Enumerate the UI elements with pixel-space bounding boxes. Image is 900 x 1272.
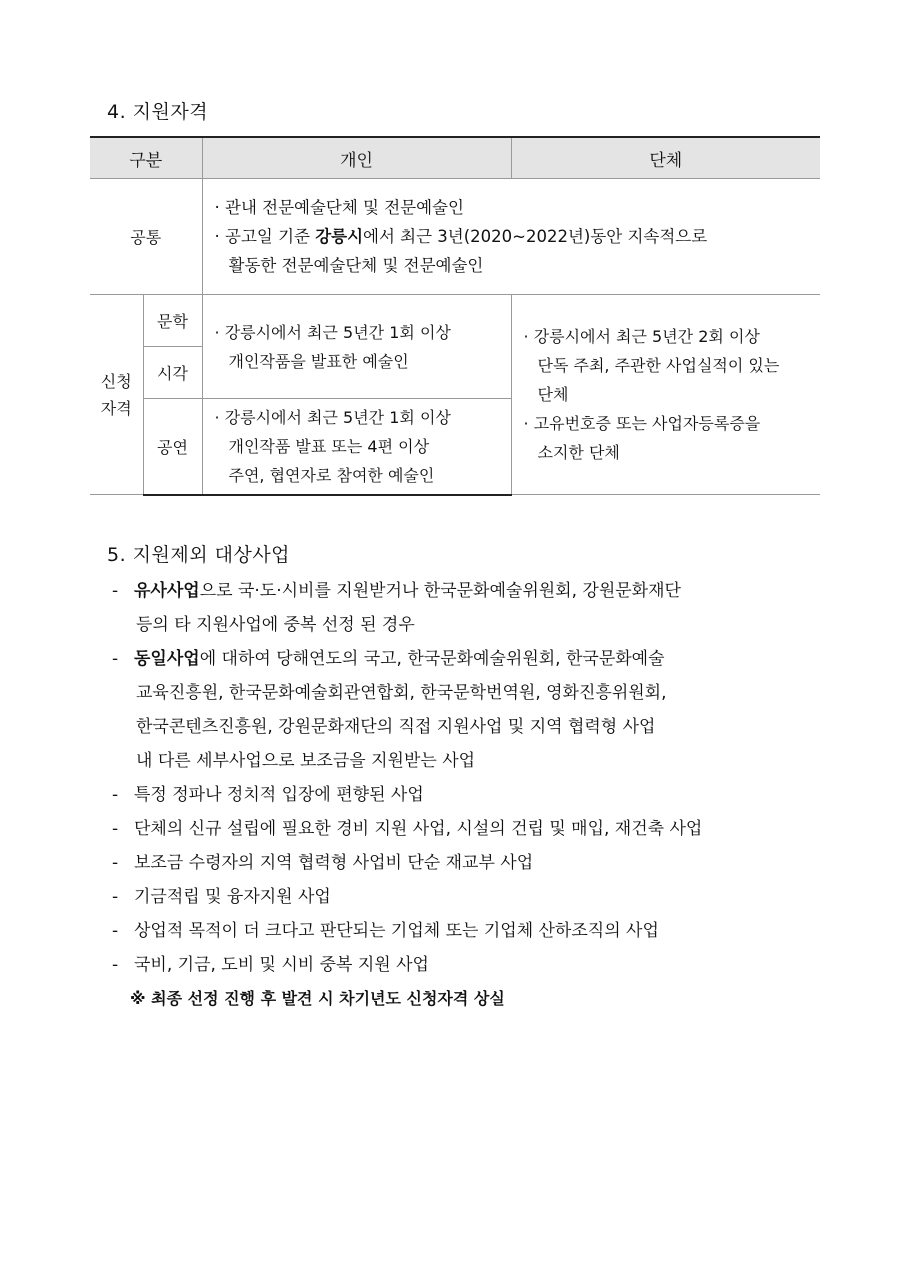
list-item: - 보조금 수령자의 지역 협력형 사업비 단순 재교부 사업	[112, 853, 534, 873]
category-performance: 공연	[143, 399, 202, 495]
category-visual: 시각	[143, 347, 202, 399]
category-literature: 문학	[143, 295, 202, 347]
header-group: 단체	[511, 137, 820, 179]
list-item: - 동일사업에 대하여 당해연도의 국고, 한국문화예술위원회, 한국문화예술	[112, 649, 665, 669]
list-item: - 상업적 목적이 더 크다고 판단되는 기업체 또는 기업체 산하조직의 사업	[112, 921, 659, 941]
list-item-continuation: 한국콘텐츠진흥원, 강원문화재단의 직접 지원사업 및 지역 협력형 사업	[136, 717, 656, 737]
list-item: - 특정 정파나 정치적 입장에 편향된 사업	[112, 785, 424, 805]
common-row	[90, 179, 820, 295]
section-5-title: 5. 지원제외 대상사업	[107, 544, 291, 566]
list-item-continuation: 내 다른 세부사업으로 보조금을 지원받는 사업	[136, 751, 476, 771]
table-header-row	[90, 137, 820, 179]
list-item: - 기금적립 및 융자지원 사업	[112, 887, 331, 907]
list-item-continuation: 등의 타 지원사업에 중복 선정 된 경우	[136, 615, 415, 635]
disqualification-note: ※ 최종 선정 진행 후 발견 시 차기년도 신청자격 상실	[130, 989, 505, 1008]
common-city: 강릉시	[315, 227, 364, 246]
common-line-3: 활동한 전문예술단체 및 전문예술인	[228, 256, 484, 275]
list-item: - 유사사업으로 국·도·시비를 지원받거나 한국문화예술위원회, 강원문화재단	[112, 581, 681, 601]
list-item: - 단체의 신규 설립에 필요한 경비 지원 사업, 시설의 건립 및 매입, 재건축 사업	[112, 819, 703, 839]
common-line-1: · 관내 전문예술단체 및 전문예술인	[214, 198, 464, 217]
header-category: 구분	[90, 137, 202, 179]
group-criteria: · 강릉시에서 최근 5년간 2회 이상 단독 주최, 주관한 사업실적이 있는 단체 · 고유번호증 또는 사업자등록증을 소지한 단체	[511, 295, 820, 495]
qualification-table	[90, 136, 820, 496]
common-line-2: · 공고일 기준 강릉시에서 최근 3년(2020~2022년)동안 지속적으로	[214, 227, 708, 246]
list-item-continuation: 교육진흥원, 한국문화예술회관연합회, 한국문학번역원, 영화진흥위원회,	[136, 683, 667, 703]
literature-row	[90, 295, 820, 347]
exclusion-list	[112, 574, 832, 1016]
performance-criteria: · 강릉시에서 최근 5년간 1회 이상 개인작품 발표 또는 4편 이상 주연, 협연자로 참여한 예술인	[202, 399, 511, 495]
qualification-label: 신청 자격	[90, 295, 143, 495]
header-individual: 개인	[202, 137, 511, 179]
common-label: 공통	[90, 179, 202, 295]
lit-visual-criteria: · 강릉시에서 최근 5년간 1회 이상 개인작품을 발표한 예술인	[202, 295, 511, 399]
section-4-title: 4. 지원자격	[107, 101, 209, 123]
list-item: - 국비, 기금, 도비 및 시비 중복 지원 사업	[112, 955, 429, 975]
common-content	[202, 179, 820, 295]
